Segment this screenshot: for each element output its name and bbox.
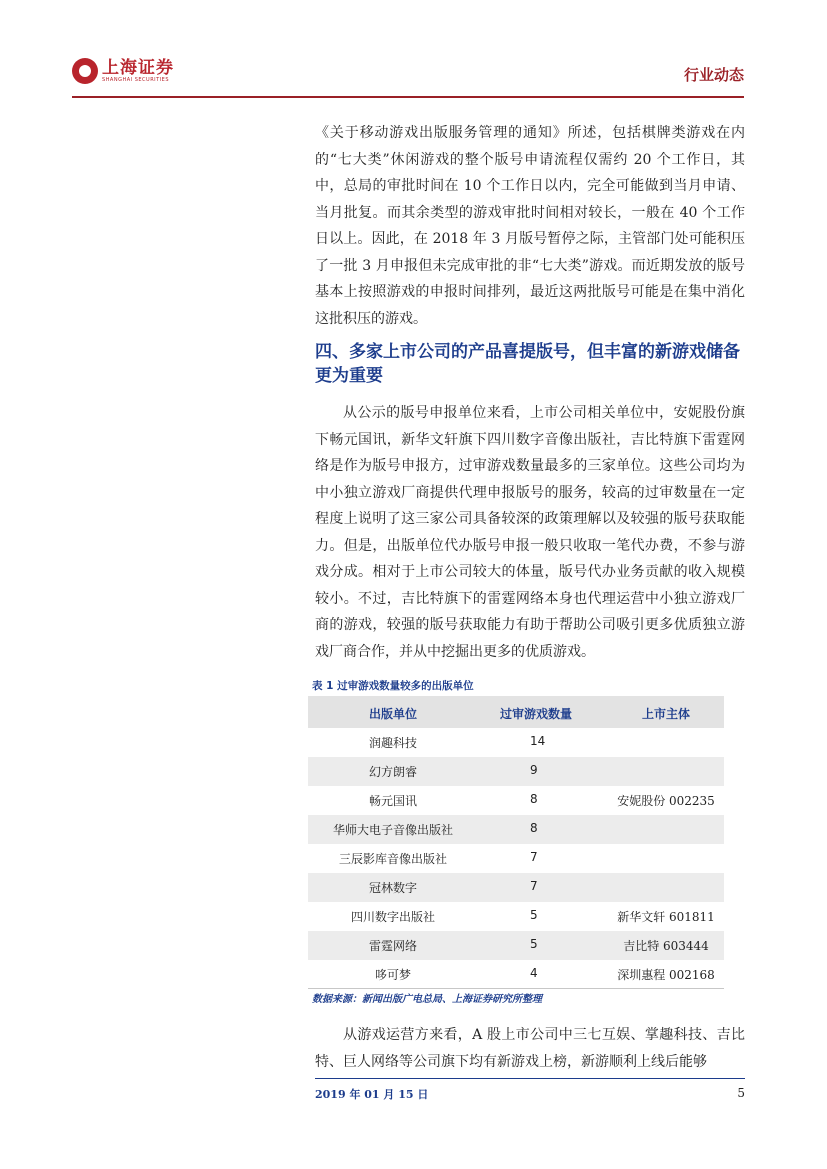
logo-chinese-text: 上海证券	[102, 57, 174, 78]
cell-publisher: 华师大电子音像出版社	[332, 823, 453, 837]
table-row	[308, 815, 724, 844]
table-row	[308, 728, 724, 757]
cell-count: 9	[530, 763, 538, 777]
cell-count: 7	[530, 850, 538, 864]
logo-english-text: SHANGHAI SECURITIES	[102, 76, 170, 83]
footer-divider	[315, 1078, 745, 1079]
header-listed: 上市主体	[641, 707, 690, 721]
cell-publisher: 四川数字出版社	[350, 910, 435, 924]
table-caption: 表 1 过审游戏数量较多的出版单位	[312, 680, 474, 692]
report-section-label: 行业动态	[683, 66, 744, 84]
page-header	[72, 58, 744, 98]
cell-count: 7	[530, 879, 538, 893]
cell-publisher: 润趣科技	[368, 736, 417, 750]
table-row	[308, 931, 724, 960]
cell-count: 5	[530, 937, 538, 951]
section-heading: 四、多家上市公司的产品喜提版号，但丰富的新游戏储备更为重要	[315, 342, 740, 386]
cell-publisher: 哆可梦	[374, 968, 411, 982]
cell-count: 5	[530, 908, 538, 922]
cell-count: 8	[530, 821, 538, 835]
cell-count: 14	[530, 734, 546, 748]
cell-publisher: 畅元国讯	[368, 794, 417, 808]
table-row	[308, 873, 724, 902]
table-header-row	[308, 696, 724, 728]
body-paragraph-3: 从游戏运营方来看，A 股上市公司中三七互娱、掌趣科技、吉比特、巨人网络等公司旗下均有新游戏上榜，新游顺利上线后能够	[315, 1027, 745, 1070]
company-logo	[72, 58, 174, 84]
cell-listed: 深圳惠程 002168	[617, 968, 715, 982]
cell-listed: 吉比特 603444	[623, 939, 709, 953]
cell-count: 8	[530, 792, 538, 806]
cell-publisher: 雷霆网络	[368, 939, 417, 953]
cell-publisher: 三辰影库音像出版社	[338, 852, 447, 866]
table-bottom-rule	[308, 988, 724, 989]
table-row	[308, 757, 724, 786]
footer-date: 2019 年 01 月 15 日	[315, 1088, 429, 1101]
table-row	[308, 786, 724, 815]
table-row	[308, 902, 724, 931]
logo-emblem-icon	[72, 58, 98, 84]
table-source-note: 数据来源：新闻出版广电总局、上海证券研究所整理	[312, 994, 542, 1005]
table-row	[308, 844, 724, 873]
header-publisher: 出版单位	[368, 707, 417, 721]
cell-listed: 安妮股份 002235	[617, 794, 715, 808]
cell-listed: 新华文轩 601811	[617, 910, 715, 924]
body-paragraph-1: 《关于移动游戏出版服务管理的通知》所述，包括棋牌类游戏在内的“七大类”休闲游戏的整个版号申请流程仅需约 20 个工作日，其中，总局的审批时间在 10 个工作日以内，完全可能做到当月申请、当月批复。而其余类型的游戏审批时间相对较长，一般在 40 个工作日以上。因此，在 2018 年 3 月版号暂停之际，主管部门处可能积压了一批 3 月申报但未完成审批的非“七大类”游戏。而近期发放的版号基本上按照游戏的申报时间排列，最近这两批版号可能是在集中消化这批积压的游戏。	[315, 125, 745, 327]
body-paragraph-2: 从公示的版号申报单位来看，上市公司相关单位中，安妮股份旗下畅元国讯，新华文轩旗下四川数字音像出版社，吉比特旗下雷霆网络是作为版号申报方，过审游戏数量最多的三家单位。这些公司均为中小独立游戏厂商提供代理申报版号的服务，较高的过审数量在一定程度上说明了这三家公司具备较深的政策理解以及较强的版号获取能力。但是，出版单位代办版号申报一般只收取一笔代办费，不参与游戏分成。相对于上市公司较大的体量，版号代办业务贡献的收入规模较小。不过，吉比特旗下的雷霆网络本身也代理运营中小独立游戏厂商的游戏，较强的版号获取能力有助于帮助公司吸引更多优质独立游戏厂商合作，并从中挖掘出更多的优质游戏。	[315, 405, 745, 660]
cell-publisher: 冠林数字	[368, 881, 417, 895]
header-count: 过审游戏数量	[500, 707, 573, 721]
cell-count: 4	[530, 966, 538, 980]
page-number: 5	[737, 1086, 745, 1100]
cell-publisher: 幻方朗睿	[368, 765, 417, 779]
table-row	[308, 960, 724, 989]
header-divider	[72, 96, 744, 98]
